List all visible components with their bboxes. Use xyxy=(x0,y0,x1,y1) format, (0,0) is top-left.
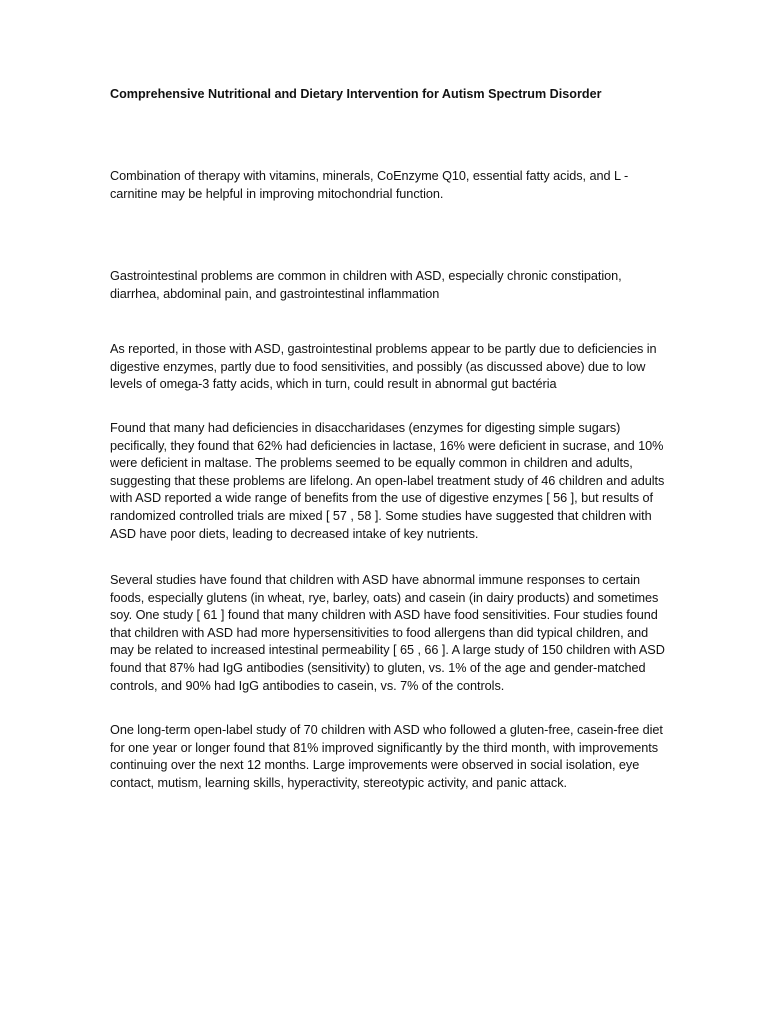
paragraph-gluten-free-study: One long-term open-label study of 70 children with ASD who followed a gluten-free, casein-free diet for one year or longer found that 81% improved significantly by the third month, with improvements continuing over the next 12 months. Large improvements were observed in social isolation, eye contact, mutism, learning skills, hyperactivity, stereotypic activity, and panic attack. xyxy=(110,723,663,790)
document-title: Comprehensive Nutritional and Dietary Intervention for Autism Spectrum Disorder xyxy=(110,87,602,101)
paragraph-gastrointestinal-problems: Gastrointestinal problems are common in children with ASD, especially chronic constipation, diarrhea, abdominal pain, and gastrointestinal inflammation xyxy=(110,269,622,301)
paragraph-immune-responses: Several studies have found that children with ASD have abnormal immune responses to certain foods, especially glutens (in wheat, rye, barley, oats) and casein (in dairy products) and sometimes soy. One study [ 61 ] found that many children with ASD have food sensitivities. Four studies found that children with ASD had more hypersensitivities to food allergens than did typical children, and may be related to increased intestinal permeability [ 65 , 66 ]. A large study of 150 children with ASD found that 87% had IgG antibodies (sensitivity) to gluten, vs. 1% of the age and gender-matched controls, and 90% had IgG antibodies to casein, vs. 7% of the controls. xyxy=(110,573,665,693)
paragraph-digestive-enzymes: As reported, in those with ASD, gastrointestinal problems appear to be partly due to deficiencies in digestive enzymes, partly due to food sensitivities, and possibly (as discussed above) due to low levels of omega-3 fatty acids, which in turn, could result in abnormal gut bactéria xyxy=(110,342,657,392)
paragraph-disaccharidases: Found that many had deficiencies in disaccharidases (enzymes for digesting simple sugars) pecifically, they found that 62% had deficiencies in lactase, 16% were deficient in sucrase, and 10% were deficient in maltase. The problems seemed to be equally common in children and adults, suggesting that these problems are lifelong. An open-label treatment study of 46 children and adults with ASD reported a wide range of benefits from the use of digestive enzymes [ 56 ], but results of randomized controlled trials are mixed [ 57 , 58 ]. Some studies have suggested that children with ASD have poor diets, leading to decreased intake of key nutrients. xyxy=(110,421,665,541)
paragraph-mitochondrial-therapy: Combination of therapy with vitamins, minerals, CoEnzyme Q10, essential fatty acids, and L - carnitine may be helpful in improving mitochondrial function. xyxy=(110,169,629,201)
